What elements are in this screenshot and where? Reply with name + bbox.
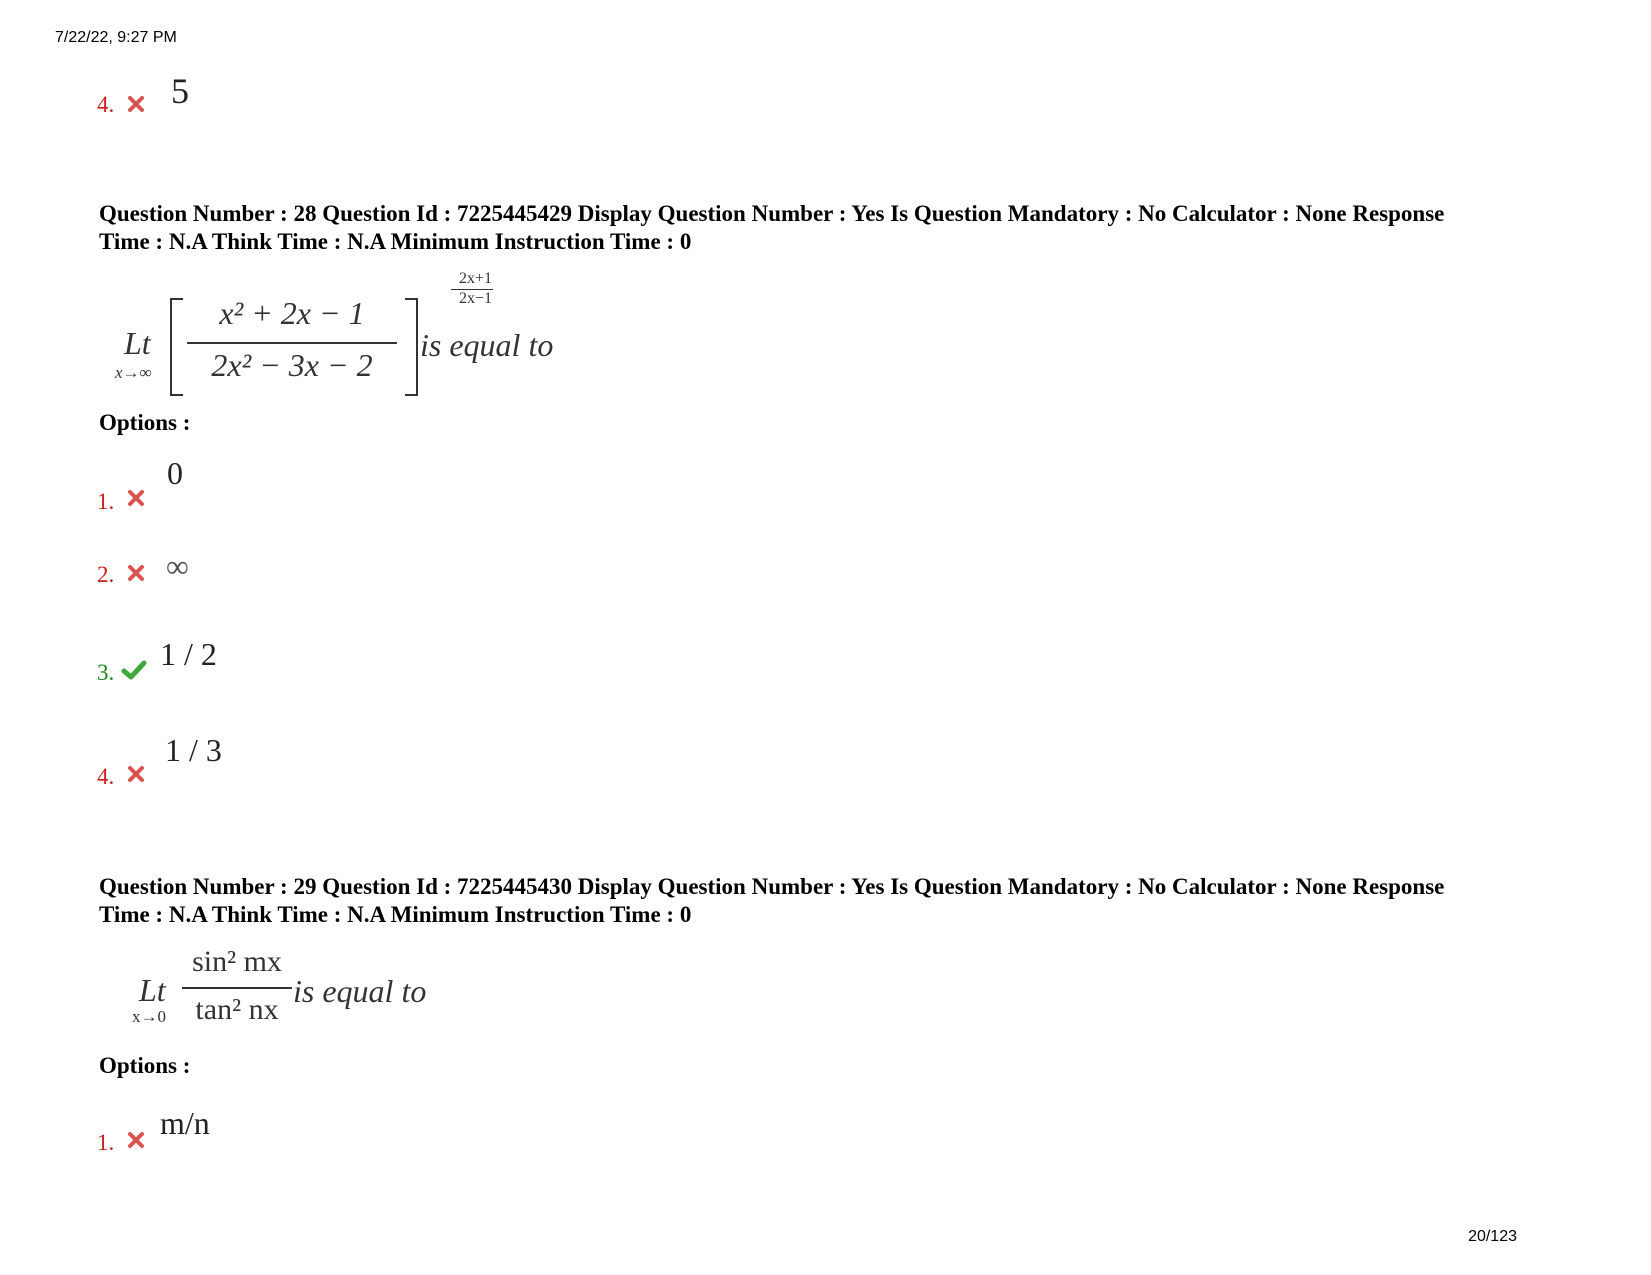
option-row [97,92,114,118]
limit-subscript: x→0 [132,1007,166,1026]
limit-label: Lt [139,972,166,1008]
option-row [97,489,114,515]
limit-label: Lt [124,325,151,361]
option-row [97,562,114,588]
question-meta-line: Time : N.A Think Time : N.A Minimum Instruction Time : 0 [99,229,692,254]
question-meta-line: Time : N.A Think Time : N.A Minimum Instruction Time : 0 [99,902,692,927]
exponent-numerator: 2x+1 [458,270,492,287]
option-value: m/n [160,1105,210,1141]
expression-tail: is equal to [420,327,554,363]
question-meta [99,200,1599,256]
cross-icon [127,564,145,582]
option-value: 1 / 2 [160,636,217,672]
option-value: ∞ [166,548,189,584]
option-value: 0 [167,455,183,491]
right-bracket [401,297,421,397]
expression-tail: is equal to [293,973,427,1009]
print-timestamp: 7/22/22, 9:27 PM [55,29,177,46]
option-number: 4. [97,92,115,117]
cross-icon [127,489,145,507]
exponent-denominator: 2x−1 [458,290,492,307]
question-meta-line: Question Number : 29 Question Id : 7225445430 Display Question Number : Yes Is Question Mandatory : No Calculator : None Response [99,874,1445,899]
question-meta [99,873,1599,929]
fraction-numerator: x² + 2x − 1 [219,295,365,331]
fraction-denominator: tan² nx [195,993,279,1026]
check-icon [121,659,147,681]
option-row [97,660,114,686]
option-row [97,1130,114,1156]
options-label: Options : [99,1053,191,1078]
fraction-denominator: 2x² − 3x − 2 [211,347,373,383]
cross-icon [127,765,145,783]
option-number: 1. [97,489,115,514]
question-meta-line: Question Number : 28 Question Id : 7225445429 Display Question Number : Yes Is Question Mandatory : No Calculator : None Response [99,201,1445,226]
question-expression [115,270,575,400]
option-value: 1 / 3 [165,732,222,768]
limit-subscript: x→∞ [115,363,152,382]
option-number: 2. [97,562,115,587]
option-number: 3. [97,660,115,685]
cross-icon [127,1131,145,1149]
fraction-bar [187,342,397,344]
option-number: 1. [97,1130,115,1155]
option-row [97,764,114,790]
question-expression [130,945,460,1035]
left-bracket [167,297,187,397]
options-label: Options : [99,410,191,435]
page-number: 20/123 [1468,1228,1517,1245]
option-value: 5 [171,71,189,111]
fraction-numerator: sin² mx [192,945,282,978]
cross-icon [127,95,145,113]
fraction-bar [182,987,292,989]
option-number: 4. [97,764,115,789]
